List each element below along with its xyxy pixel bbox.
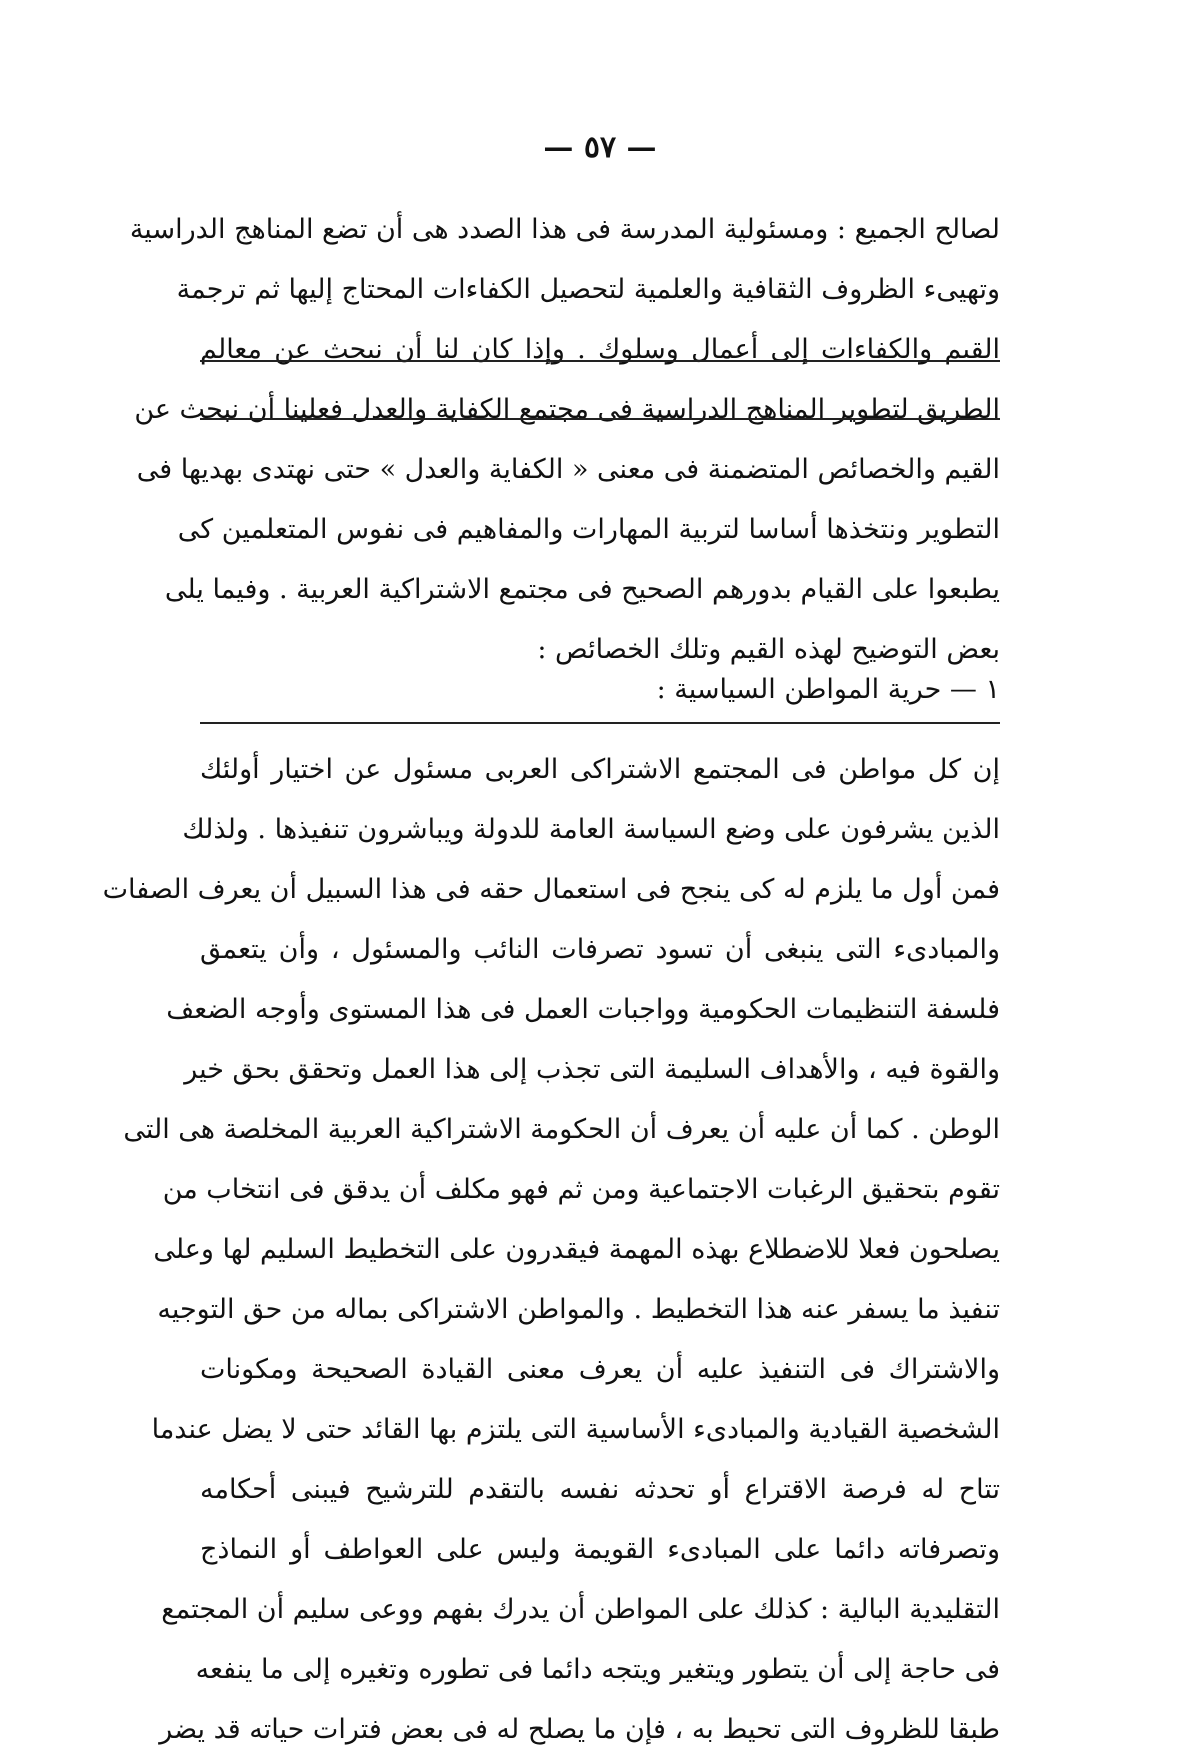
heading-underline — [200, 722, 1000, 724]
text-line: الطريق لتطوير المناهج الدراسية فى مجتمع الكفاية والعدل فعلينا أن نبحث عن — [134, 394, 1000, 425]
paragraph-1 — [129, 200, 1000, 680]
text-line: الوطن . كما أن عليه أن يعرف أن الحكومة الاشتراكية العربية المخلصة هى التى — [123, 1114, 1000, 1145]
text-line: فى حاجة إلى أن يتطور ويتغير ويتجه دائما فى تطوره وتغيره إلى ما ينفعه — [195, 1654, 1000, 1685]
text-line: طبقا للظروف التى تحيط به ، فإن ما يصلح له فى بعض فترات حياته قد يضر — [159, 1714, 1000, 1745]
text-line: لصالح الجميع : ومسئولية المدرسة فى هذا الصدد هى أن تضع المناهج الدراسية — [129, 214, 1000, 245]
text-line: وتهيىء الظروف الثقافية والعلمية لتحصيل الكفاءات المحتاج إليها ثم ترجمة — [176, 274, 1000, 305]
text-line: بعض التوضيح لهذه القيم وتلك الخصائص : — [537, 634, 1000, 665]
text-line: التقليدية البالية : كذلك على المواطن أن يدرك بفهم ووعى سليم أن المجتمع — [161, 1594, 1000, 1625]
text-line: إن كل مواطن فى المجتمع الاشتراكى العربى مسئول عن اختيار أولئك — [200, 754, 1000, 785]
underline-rule — [200, 360, 1000, 362]
heading-text: ١ — حرية المواطن السياسية : — [656, 674, 1000, 705]
text-line: فمن أول ما يلزم له كى ينجح فى استعمال حقه فى هذا السبيل أن يعرف الصفات — [102, 874, 1000, 905]
text-line: تنفيذ ما يسفر عنه هذا التخطيط . والمواطن الاشتراكى بماله من حق التوجيه — [157, 1294, 1000, 1325]
text-line: القيم والخصائص المتضمنة فى معنى « الكفاية والعدل » حتى نهتدى بهديها فى — [136, 454, 1000, 485]
text-line: والقوة فيه ، والأهداف السليمة التى تجذب إلى هذا العمل وتحقق بحق خير — [184, 1054, 1000, 1085]
text-line: التطوير ونتخذها أساسا لتربية المهارات والمفاهيم فى نفوس المتعلمين كى — [177, 514, 1000, 545]
text-line: الذين يشرفون على وضع السياسة العامة للدولة ويباشرون تنفيذها . ولذلك — [182, 814, 1000, 845]
section-heading — [200, 660, 1000, 720]
text-line: يطبعوا على القيام بدورهم الصحيح فى مجتمع الاشتراكية العربية . وفيما يلى — [164, 574, 1000, 605]
text-line: تقوم بتحقيق الرغبات الاجتماعية ومن ثم فهو مكلف أن يدقق فى انتخاب من — [162, 1174, 1000, 1205]
text-line: الشخصية القيادية والمبادىء الأساسية التى يلتزم بها القائد حتى لا يضل عندما — [151, 1414, 1000, 1445]
page-number: — ٥٧ — — [543, 130, 657, 165]
text-line: القيم والكفاءات إلى أعمال وسلوك . وإذا كان لنا أن نبحث عن معالم — [200, 334, 1000, 365]
text-line: وتصرفاته دائما على المبادىء القويمة وليس على العواطف أو النماذج — [200, 1534, 1000, 1565]
text-line: يصلحون فعلا للاضطلاع بهذه المهمة فيقدرون على التخطيط السليم لها وعلى — [153, 1234, 1000, 1265]
text-line: فلسفة التنظيمات الحكومية وواجبات العمل فى هذا المستوى وأوجه الضعف — [166, 994, 1000, 1025]
text-line: تتاح له فرصة الاقتراع أو تحدثه نفسه بالتقدم للترشيح فيبنى أحكامه — [200, 1474, 1000, 1505]
underline-rule — [200, 418, 1000, 420]
text-line: والمبادىء التى ينبغى أن تسود تصرفات النائب والمسئول ، وأن يتعمق — [200, 934, 1000, 965]
text-line: والاشتراك فى التنفيذ عليه أن يعرف معنى القيادة الصحيحة ومكونات — [200, 1354, 1000, 1385]
paragraph-2 — [102, 740, 1000, 1760]
